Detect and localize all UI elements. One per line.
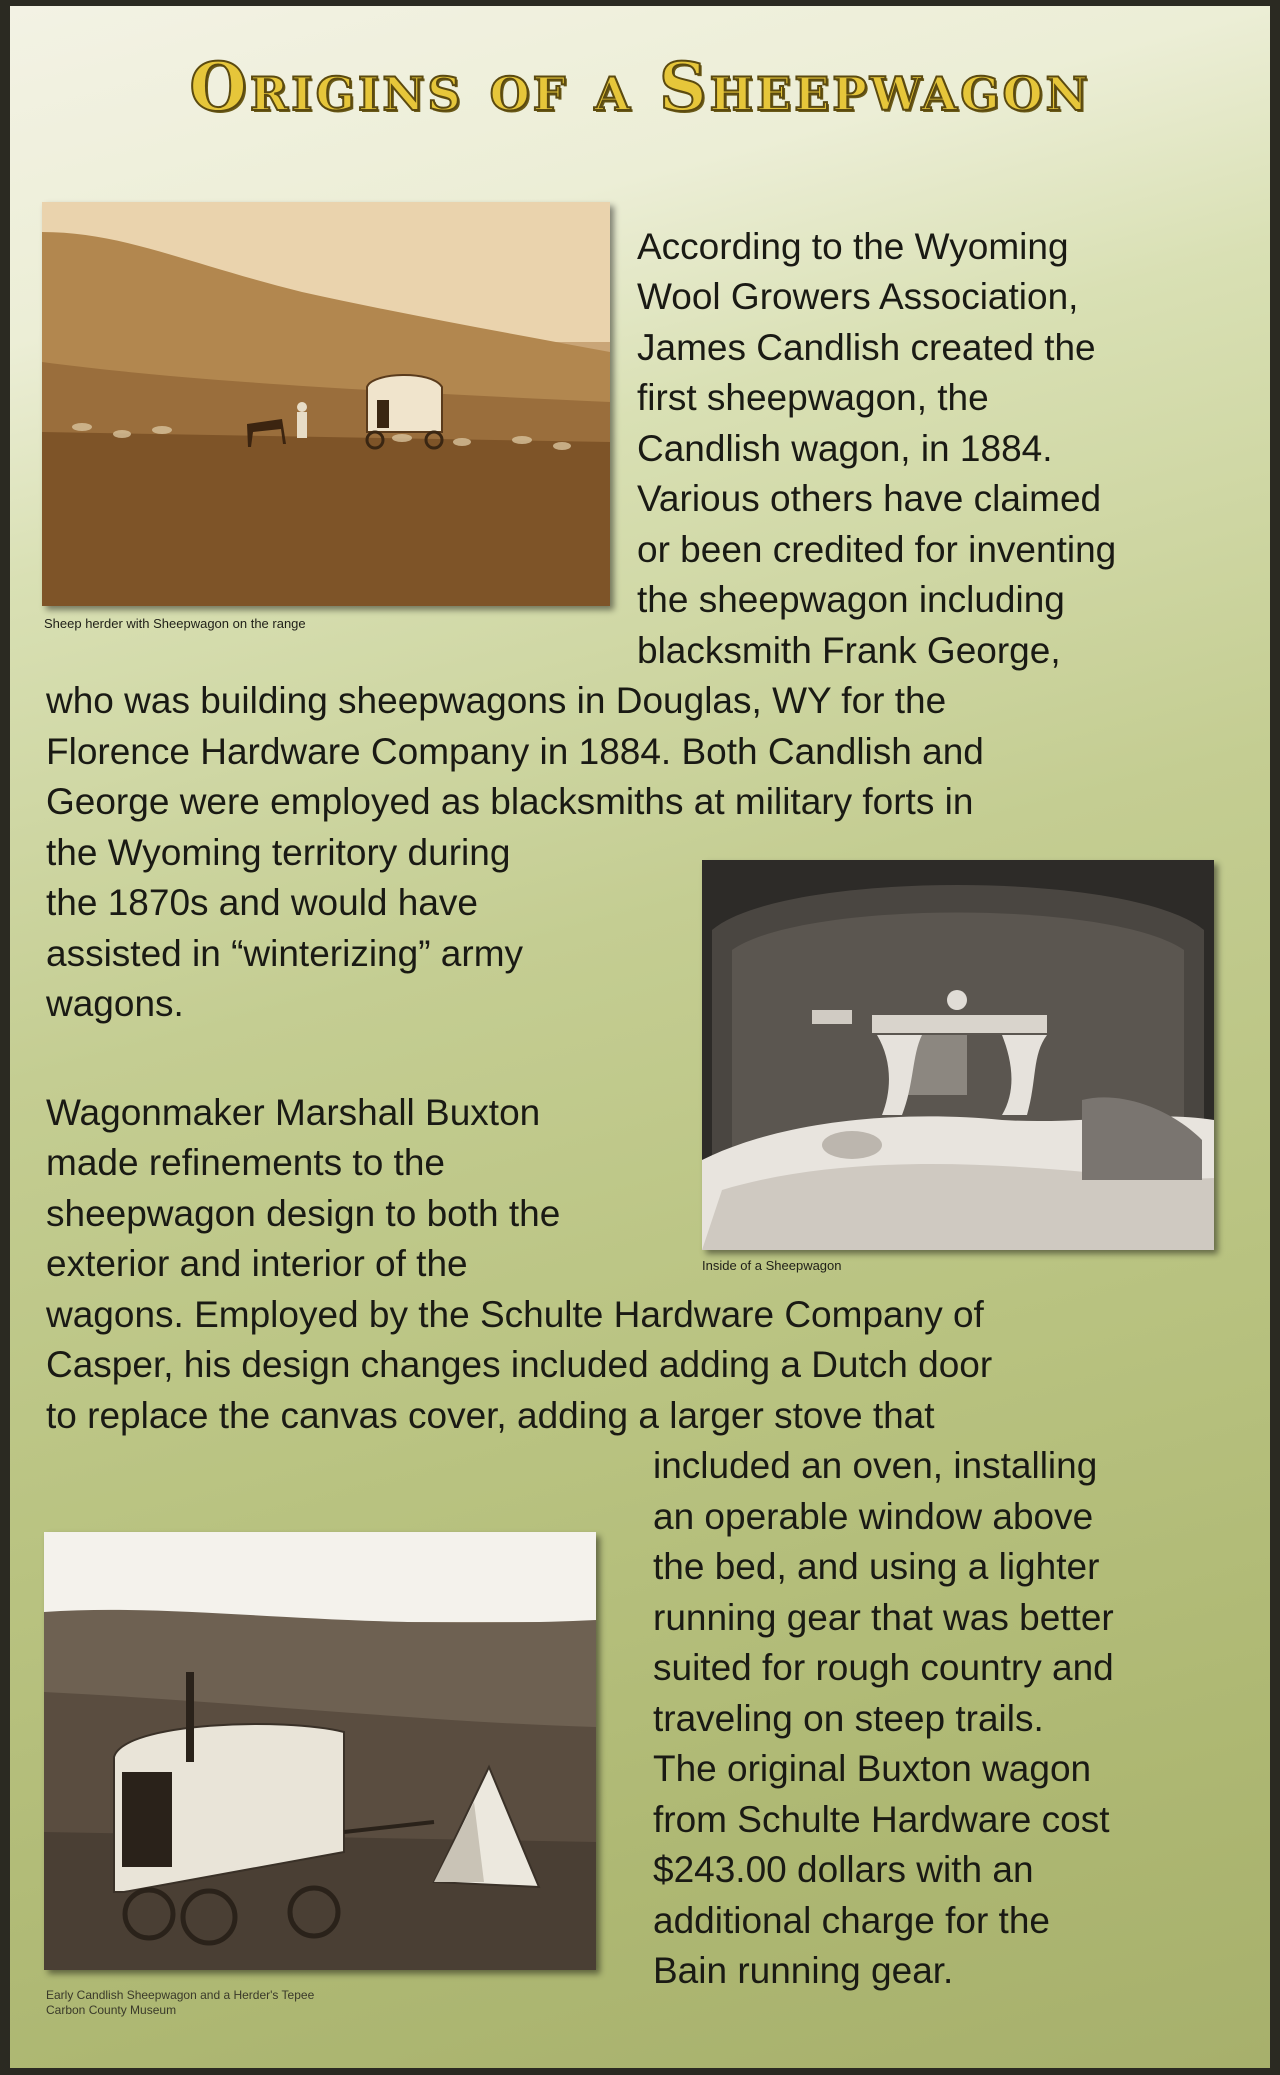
sign-board: [10, 6, 1270, 2068]
body-line: running gear that was better: [653, 1597, 1114, 1638]
body-line: traveling on steep trails.: [653, 1698, 1044, 1739]
caption-wagon-interior: Inside of a Sheepwagon: [702, 1258, 842, 1273]
wagon-interior-image: [702, 860, 1214, 1250]
page-title: Origins of a Sheepwagon: [189, 48, 1091, 126]
body-line: the bed, and using a lighter: [653, 1546, 1100, 1587]
body-line: first sheepwagon, the: [637, 377, 989, 418]
body-line: additional charge for the: [653, 1900, 1050, 1941]
body-line: wagons.: [46, 983, 184, 1024]
body-line: George were employed as blacksmiths at military forts in: [46, 781, 974, 822]
caption-wagon-tepee-line1: Early Candlish Sheepwagon and a Herder's Tepee: [46, 1988, 315, 2002]
body-line: sheepwagon design to both the: [46, 1193, 561, 1234]
body-line: or been credited for inventing: [637, 529, 1117, 570]
body-line: an operable window above: [653, 1496, 1094, 1537]
caption-wagon-tepee: [46, 1988, 314, 2018]
photo-wagon-tepee: [44, 1532, 596, 1970]
body-line: who was building sheepwagons in Douglas, WY for the: [46, 680, 947, 721]
body-line: the 1870s and would have: [46, 882, 479, 923]
body-line: made refinements to the: [46, 1142, 445, 1183]
body-line: to replace the canvas cover, adding a larger stove that: [46, 1395, 935, 1436]
body-line: included an oven, installing: [653, 1445, 1098, 1486]
body-line: the Wyoming territory during: [46, 832, 511, 873]
body-line: suited for rough country and: [653, 1647, 1114, 1688]
body-line: The original Buxton wagon: [653, 1748, 1092, 1789]
body-line: blacksmith Frank George,: [637, 630, 1061, 671]
body-line: Bain running gear.: [653, 1950, 954, 1991]
body-line: According to the Wyoming: [637, 226, 1069, 267]
photo-wagon-interior: [702, 860, 1214, 1250]
body-line: James Candlish created the: [637, 327, 1096, 368]
wagon-tepee-image: [44, 1532, 596, 1970]
sheep-herder-image: [42, 202, 610, 606]
body-line: wagons. Employed by the Schulte Hardware Company of: [46, 1294, 984, 1335]
photo-sheep-herder: [42, 202, 610, 606]
body-line: from Schulte Hardware cost: [653, 1799, 1110, 1840]
body-line: Casper, his design changes included adding a Dutch door: [46, 1344, 993, 1385]
body-line: Various others have claimed: [637, 478, 1102, 519]
body-line: exterior and interior of the: [46, 1243, 468, 1284]
body-line: Florence Hardware Company in 1884. Both Candlish and: [46, 731, 984, 772]
body-line: Candlish wagon, in 1884.: [637, 428, 1053, 469]
body-line: the sheepwagon including: [637, 579, 1065, 620]
body-line: Wagonmaker Marshall Buxton: [46, 1092, 541, 1133]
body-line: assisted in “winterizing” army: [46, 933, 524, 974]
caption-sheep-herder: Sheep herder with Sheepwagon on the range: [44, 616, 306, 631]
body-line: Wool Growers Association,: [637, 276, 1079, 317]
body-line: $243.00 dollars with an: [653, 1849, 1034, 1890]
caption-wagon-tepee-line2: Carbon County Museum: [46, 2003, 177, 2017]
